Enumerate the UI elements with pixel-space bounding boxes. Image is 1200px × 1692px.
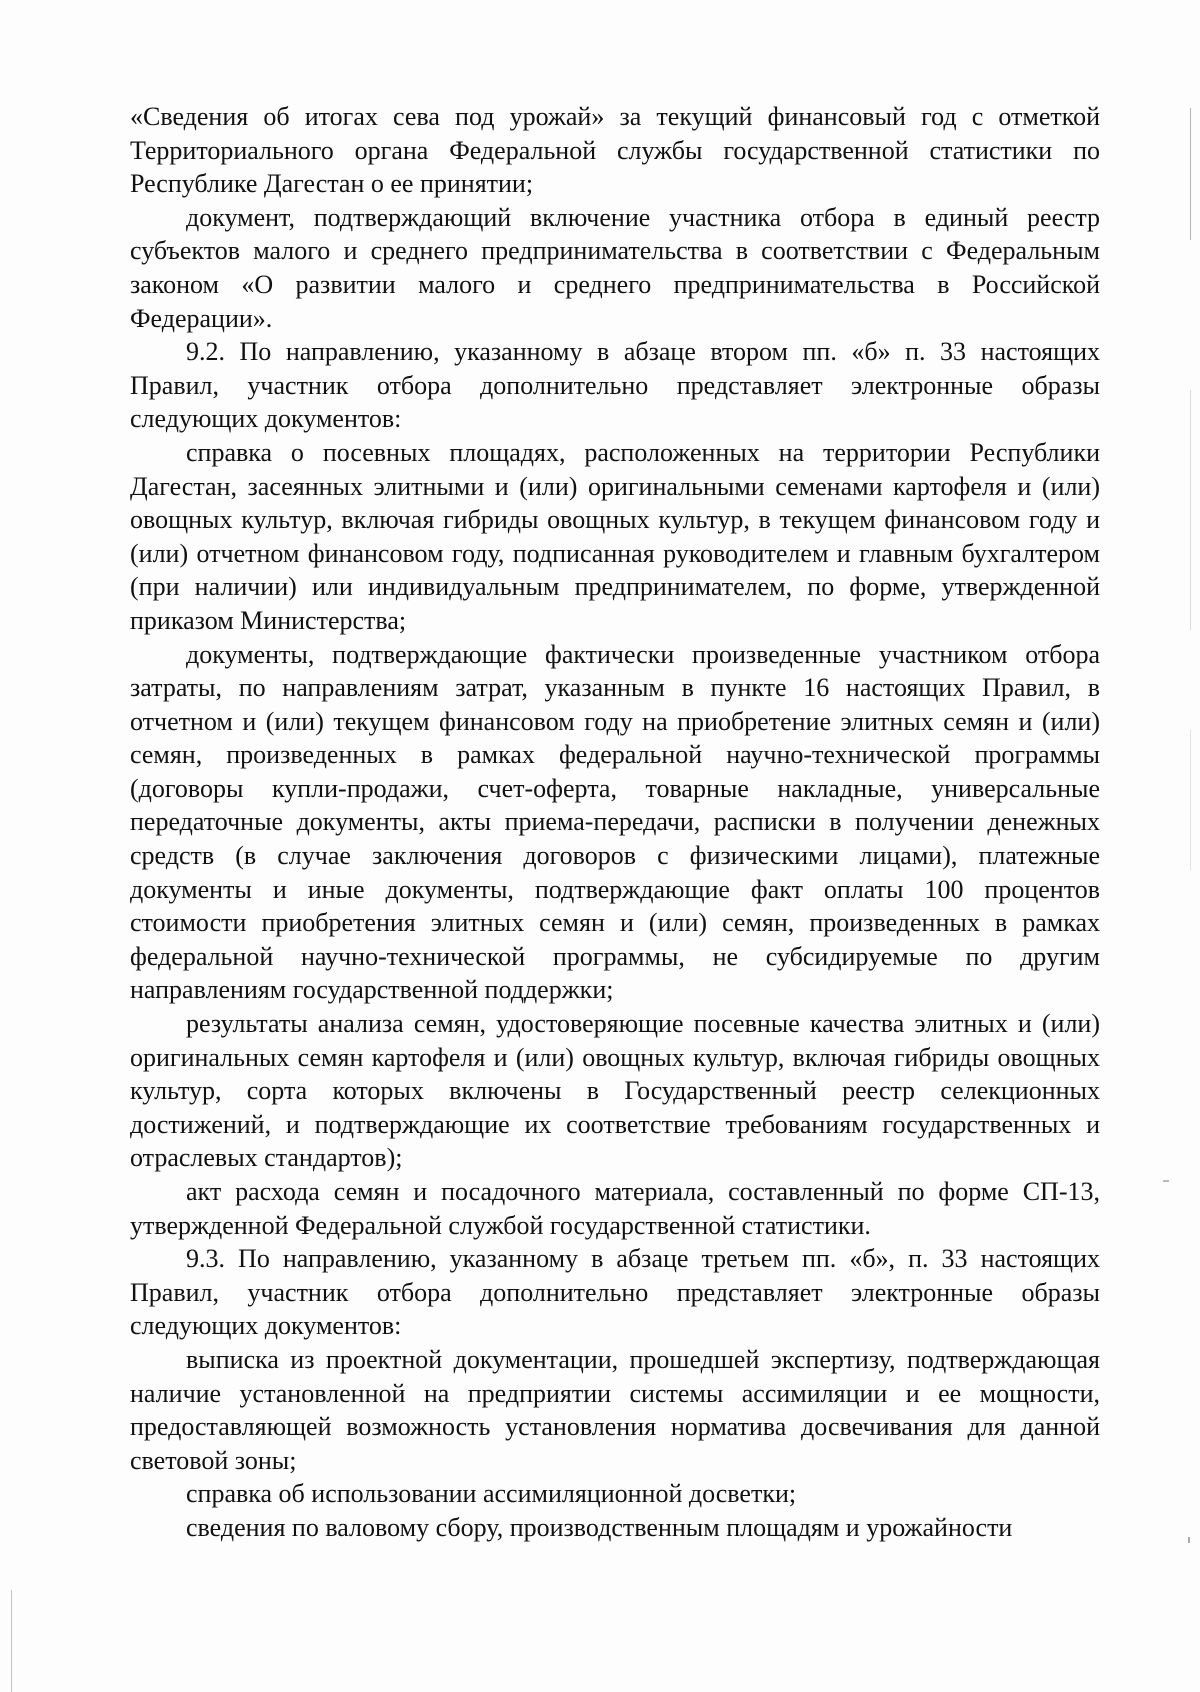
paragraph-sme-registry-document: документ, подтверждающий включение участника отбора в единый реестр субъектов малого и среднего предпринимательства в соответствии с Федеральным законом «О развитии малого и среднего предпринимательства в Российской Федерации». <box>130 202 1100 333</box>
paragraph-seed-analysis: результаты анализа семян, удостоверяющие посевные качества элитных и (или) оригинальных семян картофеля и (или) овощных культур, включая гибриды овощных культур, сорта которых включены в Государственный реестр селекционных достижений, и подтверждающие их соответствие требованиям государственных и отраслевых стандартов); <box>130 1009 1100 1173</box>
paragraph-section-9-3: 9.3. По направлению, указанному в абзаце третьем пп. «б», п. 33 настоящих Правил, участник отбора дополнительно представляет электронные образы следующих документов: <box>130 1244 1100 1341</box>
scan-speck <box>1188 1537 1190 1543</box>
paragraph-project-extract: выписка из проектной документации, прошедшей экспертизу, подтверждающая наличие установленной на предприятии системы ассимиляции и ее мощности, предоставляющей возможность установления норматива досвечивания для данной световой зоны; <box>130 1344 1100 1475</box>
scan-speck <box>1163 1180 1169 1182</box>
paragraph-sowing-results: «Сведения об итогах сева под урожай» за текущий финансовый год с отметкой Территориального органа Федеральной службы государственной статистики по Республике Дагестан о ее принятии; <box>130 102 1100 199</box>
scan-edge-mark <box>11 1590 12 1692</box>
paragraph-sown-area-certificate: справка о посевных площадях, расположенных на территории Республики Дагестан, засеянных элитными и (или) оригинальными семенами картофеля и (или) овощных культур, включая гибриды овощных культур, в текущем финансовом году и (или) отчетном финансовом году, подписанная руководителем и главным бухгалтером (при наличии) или индивидуальным предпринимателем, по форме, утвержденной приказом Министерства; <box>130 437 1100 635</box>
scan-edge-mark <box>1190 390 1191 630</box>
paragraph-section-9-2: 9.2. По направлению, указанному в абзаце втором пп. «б» п. 33 настоящих Правил, участник отбора дополнительно представляет электронные образы следующих документов: <box>130 337 1100 434</box>
paragraph-lighting-certificate: справка об использовании ассимиляционной досветки; <box>186 1479 797 1509</box>
paragraph-yield-data: сведения по валовому сбору, производственным площадям и урожайности <box>186 1512 1013 1542</box>
scan-edge-mark <box>1190 730 1191 870</box>
scan-edge-mark <box>1190 108 1191 240</box>
paragraph-sp13-act: акт расхода семян и посадочного материала, составленный по форме СП-13, утвержденной Федеральной службой государственной статистики. <box>130 1177 1100 1240</box>
paragraph-cost-documents: документы, подтверждающие фактически произведенные участником отбора затраты, по направлениям затрат, указанным в пункте 16 настоящих Правил, в отчетном и (или) текущем финансовом году на приобретение элитных семян и (или) семян, произведенных в рамках федеральной научно-технической программы (договоры купли-продажи, счет-оферта, товарные накладные, универсальные передаточные документы, акты приема-передачи, расписки в получении денежных средств (в случае заключения договоров с физическими лицами), платежные документы и иные документы, подтверждающие факт оплаты 100 процентов стоимости приобретения элитных семян и (или) семян, произведенных в рамках федеральной научно-технической программы, не субсидируемые по другим направлениям государственной поддержки; <box>130 639 1100 1005</box>
document-body <box>130 100 1100 1545</box>
